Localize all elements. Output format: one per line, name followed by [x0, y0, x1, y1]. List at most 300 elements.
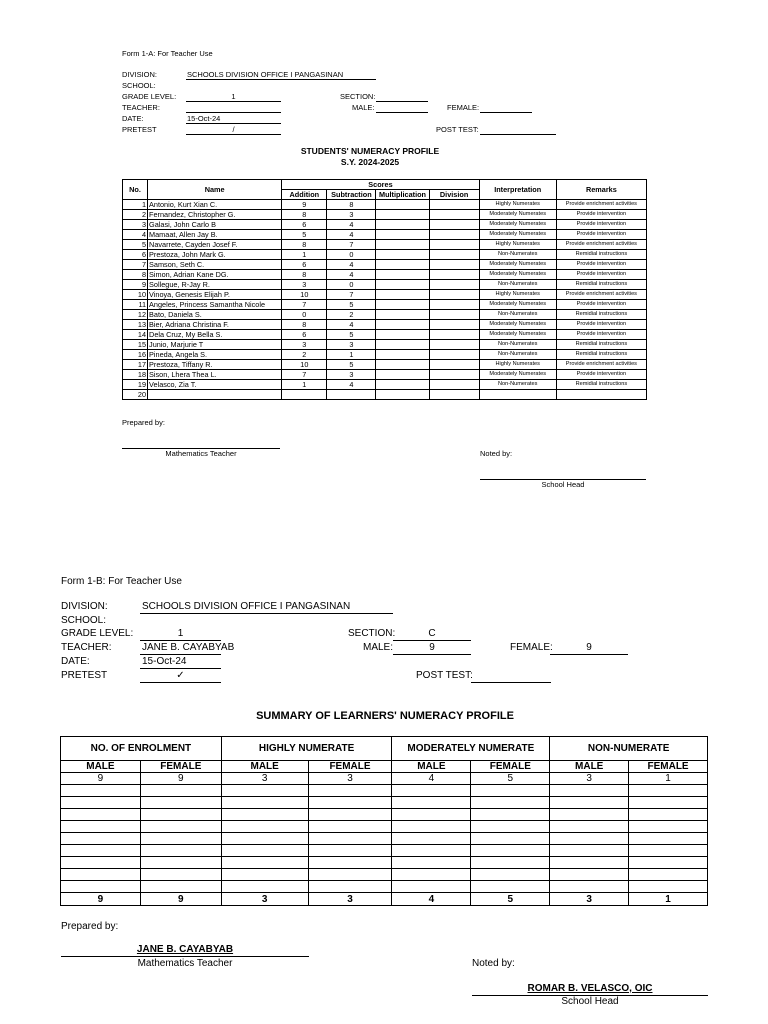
summary-group-header: HIGHLY NUMERATE	[221, 737, 392, 761]
row-multiplication	[376, 260, 429, 270]
summary-cell	[308, 869, 392, 881]
summary-cell	[629, 881, 708, 893]
summary-cell	[550, 869, 629, 881]
form-a-prepared-by: Prepared by:	[122, 418, 165, 427]
summary-cell	[471, 869, 550, 881]
form-b-pretest-label: PRETEST	[61, 670, 108, 681]
row-remarks: Provide enrichment activities	[556, 200, 646, 210]
table-row	[123, 310, 647, 320]
summary-cell	[61, 833, 141, 845]
table-row	[61, 845, 708, 857]
table-row	[123, 340, 647, 350]
row-no: 14	[123, 330, 148, 340]
row-interpretation: Highly Numerates	[479, 360, 556, 370]
row-division	[429, 270, 479, 280]
summary-sub-header: FEMALE	[471, 761, 550, 773]
row-multiplication	[376, 370, 429, 380]
row-interpretation: Moderately Numerates	[479, 210, 556, 220]
row-interpretation: Moderately Numerates	[479, 300, 556, 310]
row-multiplication	[376, 360, 429, 370]
form-b-noted-by: Noted by:	[472, 958, 515, 969]
summary-cell: 4	[392, 773, 471, 785]
row-name: Angeles, Princess Samantha Nicole	[148, 300, 282, 310]
table-row	[123, 320, 647, 330]
col-remarks: Remarks	[556, 180, 646, 200]
row-no: 8	[123, 270, 148, 280]
form-a-head-role: School Head	[541, 480, 585, 489]
summary-cell	[550, 881, 629, 893]
form-b-female-label: FEMALE:	[510, 642, 553, 653]
table-row	[123, 200, 647, 210]
row-subtraction: 3	[327, 370, 376, 380]
summary-cell	[308, 785, 392, 797]
summary-cell	[221, 845, 308, 857]
summary-cell	[629, 821, 708, 833]
row-name: Navarrete, Cayden Josef F.	[148, 240, 282, 250]
summary-sub-header: MALE	[550, 761, 629, 773]
row-remarks: Provide enrichment activities	[556, 360, 646, 370]
form-b-section-value: C	[428, 628, 436, 639]
row-addition: 5	[282, 230, 327, 240]
summary-total-row	[61, 893, 708, 906]
row-interpretation: Moderately Numerates	[479, 220, 556, 230]
form-a-division-value: SCHOOLS DIVISION OFFICE I PANGASINAN	[187, 70, 344, 79]
form-a-grade-label: GRADE LEVEL:	[122, 92, 177, 101]
table-row	[123, 240, 647, 250]
summary-cell	[61, 845, 141, 857]
table-row	[123, 250, 647, 260]
row-remarks: Provide enrichment activities	[556, 290, 646, 300]
row-subtraction: 7	[327, 290, 376, 300]
summary-cell	[61, 821, 141, 833]
summary-cell: 9	[140, 773, 221, 785]
summary-sub-header: FEMALE	[140, 761, 221, 773]
row-subtraction	[327, 390, 376, 400]
form-a-school-label: SCHOOL:	[122, 81, 156, 90]
row-addition: 6	[282, 330, 327, 340]
summary-cell	[308, 809, 392, 821]
summary-cell	[629, 869, 708, 881]
row-division	[429, 210, 479, 220]
summary-cell: 9	[61, 893, 141, 906]
table-row	[61, 857, 708, 869]
summary-cell	[550, 857, 629, 869]
row-remarks: Provide intervention	[556, 230, 646, 240]
form-b-school-label: SCHOOL:	[61, 615, 107, 626]
table-row	[123, 390, 647, 400]
row-multiplication	[376, 240, 429, 250]
form-b-teacher-value: JANE B. CAYABYAB	[142, 642, 235, 653]
row-multiplication	[376, 250, 429, 260]
summary-cell	[140, 809, 221, 821]
table-row	[123, 380, 647, 390]
row-interpretation: Non-Numerates	[479, 340, 556, 350]
summary-cell	[221, 833, 308, 845]
summary-cell	[221, 869, 308, 881]
form-b-prepared-by: Prepared by:	[61, 921, 119, 932]
row-no: 3	[123, 220, 148, 230]
row-subtraction: 0	[327, 280, 376, 290]
row-subtraction: 4	[327, 270, 376, 280]
row-name: Sison, Lhera Thea L.	[148, 370, 282, 380]
table-row	[123, 220, 647, 230]
row-multiplication	[376, 290, 429, 300]
row-interpretation: Non-Numerates	[479, 310, 556, 320]
table-row	[61, 809, 708, 821]
row-division	[429, 370, 479, 380]
summary-group-header: NON-NUMERATE	[550, 737, 708, 761]
summary-cell	[550, 809, 629, 821]
row-name: Junio, Marjurie T	[148, 340, 282, 350]
summary-cell	[140, 833, 221, 845]
summary-cell	[392, 845, 471, 857]
row-no: 6	[123, 250, 148, 260]
row-no: 20	[123, 390, 148, 400]
table-row	[123, 260, 647, 270]
summary-group-header: MODERATELY NUMERATE	[392, 737, 550, 761]
table-row	[61, 797, 708, 809]
row-name: Prestoza, Tiffany R.	[148, 360, 282, 370]
table-row	[123, 270, 647, 280]
summary-cell	[308, 857, 392, 869]
row-subtraction: 4	[327, 220, 376, 230]
row-interpretation: Highly Numerates	[479, 240, 556, 250]
row-addition	[282, 390, 327, 400]
summary-cell: 1	[629, 893, 708, 906]
row-subtraction: 4	[327, 380, 376, 390]
form-b-male-value: 9	[429, 642, 435, 653]
row-name: Pineda, Angela S.	[148, 350, 282, 360]
row-multiplication	[376, 220, 429, 230]
row-remarks: Provide enrichment activities	[556, 240, 646, 250]
row-addition: 9	[282, 200, 327, 210]
row-no: 19	[123, 380, 148, 390]
row-name	[148, 390, 282, 400]
summary-cell	[392, 821, 471, 833]
row-division	[429, 240, 479, 250]
col-interpretation: Interpretation	[479, 180, 556, 200]
row-addition: 8	[282, 240, 327, 250]
row-subtraction: 5	[327, 330, 376, 340]
summary-cell: 9	[61, 773, 141, 785]
row-remarks: Provide intervention	[556, 270, 646, 280]
row-no: 10	[123, 290, 148, 300]
row-addition: 8	[282, 270, 327, 280]
col-subtraction: Subtraction	[327, 190, 376, 200]
row-no: 9	[123, 280, 148, 290]
summary-cell	[140, 857, 221, 869]
row-interpretation: Non-Numerates	[479, 250, 556, 260]
row-no: 15	[123, 340, 148, 350]
row-subtraction: 5	[327, 300, 376, 310]
summary-cell	[221, 797, 308, 809]
summary-cell: 5	[471, 773, 550, 785]
row-remarks: Provide intervention	[556, 370, 646, 380]
form-b-teacher-label: TEACHER:	[61, 642, 112, 653]
row-no: 17	[123, 360, 148, 370]
form-a-grade-value: 1	[231, 92, 236, 101]
summary-cell	[471, 821, 550, 833]
row-name: Galasi, John Carlo B	[148, 220, 282, 230]
summary-cell	[221, 785, 308, 797]
row-name: Vinoya, Genesis Elijah P.	[148, 290, 282, 300]
summary-cell	[392, 833, 471, 845]
col-name: Name	[148, 180, 282, 200]
summary-cell	[629, 833, 708, 845]
row-name: Bato, Daniela S.	[148, 310, 282, 320]
form-b-head-role: School Head	[561, 996, 619, 1007]
summary-cell	[308, 821, 392, 833]
row-multiplication	[376, 200, 429, 210]
form-a-date-value: 15-Oct-24	[187, 114, 221, 123]
row-division	[429, 290, 479, 300]
table-row	[61, 821, 708, 833]
row-no: 18	[123, 370, 148, 380]
form-b-date-label: DATE:	[61, 656, 90, 667]
row-addition: 10	[282, 290, 327, 300]
summary-sub-header: MALE	[221, 761, 308, 773]
summary-cell	[471, 797, 550, 809]
summary-cell	[550, 785, 629, 797]
row-interpretation: Moderately Numerates	[479, 370, 556, 380]
form-b-head-name: ROMAR B. VELASCO, OIC	[527, 983, 653, 994]
row-interpretation: Moderately Numerates	[479, 320, 556, 330]
row-addition: 7	[282, 370, 327, 380]
summary-cell	[392, 797, 471, 809]
row-multiplication	[376, 330, 429, 340]
form-a-school-year: S.Y. 2024-2025	[340, 157, 400, 167]
summary-cell	[471, 809, 550, 821]
summary-cell	[140, 845, 221, 857]
row-remarks: Provide intervention	[556, 210, 646, 220]
row-addition: 8	[282, 210, 327, 220]
summary-cell	[550, 845, 629, 857]
summary-cell	[221, 821, 308, 833]
summary-cell	[140, 785, 221, 797]
summary-cell	[629, 785, 708, 797]
row-multiplication	[376, 320, 429, 330]
form-a-teacher-role: Mathematics Teacher	[165, 449, 237, 458]
form-b-teacher-role: Mathematics Teacher	[137, 958, 233, 969]
form-a-teacher-label: TEACHER:	[122, 103, 160, 112]
row-remarks: Remidial instructions	[556, 350, 646, 360]
summary-cell	[471, 845, 550, 857]
summary-cell	[392, 785, 471, 797]
form-a-posttest-label: POST TEST:	[436, 125, 479, 134]
form-a-division-label: DIVISION:	[122, 70, 158, 79]
form-a-pretest-value: /	[232, 125, 235, 134]
summary-cell	[392, 809, 471, 821]
row-addition: 3	[282, 340, 327, 350]
row-addition: 0	[282, 310, 327, 320]
row-remarks: Provide intervention	[556, 220, 646, 230]
col-addition: Addition	[282, 190, 327, 200]
row-multiplication	[376, 300, 429, 310]
summary-cell	[550, 797, 629, 809]
row-remarks	[556, 390, 646, 400]
row-multiplication	[376, 380, 429, 390]
form-b-posttest-label: POST TEST:	[416, 670, 473, 681]
row-no: 16	[123, 350, 148, 360]
summary-cell	[392, 869, 471, 881]
row-subtraction: 8	[327, 200, 376, 210]
form-b-date-value: 15-Oct-24	[142, 656, 187, 667]
form-b-grade-value: 1	[177, 628, 184, 639]
summary-sub-header: FEMALE	[308, 761, 392, 773]
table-row	[61, 881, 708, 893]
table-row	[61, 773, 708, 785]
form-b-division-value: SCHOOLS DIVISION OFFICE I PANGASINAN	[142, 601, 351, 612]
row-multiplication	[376, 280, 429, 290]
row-division	[429, 320, 479, 330]
row-no: 7	[123, 260, 148, 270]
row-subtraction: 7	[327, 240, 376, 250]
row-no: 11	[123, 300, 148, 310]
row-division	[429, 350, 479, 360]
row-remarks: Remidial instructions	[556, 280, 646, 290]
summary-cell	[308, 833, 392, 845]
form-b-female-value: 9	[586, 642, 592, 653]
row-subtraction: 4	[327, 320, 376, 330]
row-interpretation: Moderately Numerates	[479, 260, 556, 270]
row-interpretation: Moderately Numerates	[479, 270, 556, 280]
form-b-male-label: MALE:	[363, 642, 394, 653]
form-a-date-label: DATE:	[122, 114, 144, 123]
form-a-male-label: MALE:	[352, 103, 375, 112]
summary-cell	[140, 881, 221, 893]
table-row	[61, 785, 708, 797]
summary-cell	[471, 881, 550, 893]
summary-cell	[550, 833, 629, 845]
form-a-pretest-label: PRETEST	[122, 125, 157, 134]
table-row	[123, 350, 647, 360]
row-addition: 6	[282, 260, 327, 270]
row-subtraction: 3	[327, 210, 376, 220]
summary-cell	[61, 881, 141, 893]
row-name: Prestoza, John Mark G.	[148, 250, 282, 260]
summary-cell	[221, 809, 308, 821]
row-interpretation	[479, 390, 556, 400]
row-multiplication	[376, 270, 429, 280]
row-remarks: Provide intervention	[556, 320, 646, 330]
summary-cell	[471, 857, 550, 869]
row-remarks: Remidial instructions	[556, 340, 646, 350]
row-subtraction: 2	[327, 310, 376, 320]
summary-cell	[61, 797, 141, 809]
table-row	[123, 300, 647, 310]
row-no: 13	[123, 320, 148, 330]
row-no: 5	[123, 240, 148, 250]
form-b-section-label: SECTION:	[348, 628, 396, 639]
row-name: Antonio, Kurt Xian C.	[148, 200, 282, 210]
row-division	[429, 390, 479, 400]
summary-cell	[61, 809, 141, 821]
row-subtraction: 4	[327, 230, 376, 240]
row-division	[429, 220, 479, 230]
row-division	[429, 230, 479, 240]
summary-cell: 3	[550, 893, 629, 906]
row-name: Fernandez, Christopher G.	[148, 210, 282, 220]
row-subtraction: 4	[327, 260, 376, 270]
form-a-label: Form 1-A: For Teacher Use	[122, 49, 213, 58]
row-name: Mamaat, Allen Jay B.	[148, 230, 282, 240]
row-no: 12	[123, 310, 148, 320]
summary-cell	[392, 857, 471, 869]
table-row	[61, 833, 708, 845]
summary-cell	[61, 869, 141, 881]
table-row	[123, 230, 647, 240]
summary-cell: 5	[471, 893, 550, 906]
row-remarks: Provide intervention	[556, 330, 646, 340]
summary-cell	[308, 845, 392, 857]
summary-table	[60, 736, 708, 906]
col-multiplication: Multiplication	[376, 190, 429, 200]
row-division	[429, 310, 479, 320]
row-remarks: Provide intervention	[556, 260, 646, 270]
summary-cell	[221, 857, 308, 869]
summary-cell	[140, 797, 221, 809]
form-b-teacher-name: JANE B. CAYABYAB	[136, 944, 234, 955]
summary-cell	[471, 785, 550, 797]
summary-cell	[140, 869, 221, 881]
row-interpretation: Highly Numerates	[479, 200, 556, 210]
form-b-division-label: DIVISION:	[61, 601, 108, 612]
summary-cell	[629, 845, 708, 857]
row-division	[429, 250, 479, 260]
row-addition: 6	[282, 220, 327, 230]
summary-cell: 1	[629, 773, 708, 785]
row-multiplication	[376, 390, 429, 400]
summary-cell	[629, 809, 708, 821]
summary-sub-header: MALE	[392, 761, 471, 773]
table-row	[123, 280, 647, 290]
summary-cell	[221, 881, 308, 893]
summary-cell: 3	[221, 773, 308, 785]
form-b-title: SUMMARY OF LEARNERS' NUMERACY PROFILE	[256, 710, 514, 722]
form-a-female-label: FEMALE:	[447, 103, 480, 112]
row-division	[429, 300, 479, 310]
row-interpretation: Non-Numerates	[479, 350, 556, 360]
row-multiplication	[376, 210, 429, 220]
row-name: Velasco, Zia T.	[148, 380, 282, 390]
summary-cell	[308, 881, 392, 893]
summary-cell: 3	[308, 893, 392, 906]
row-addition: 3	[282, 280, 327, 290]
summary-cell	[308, 797, 392, 809]
table-row	[123, 210, 647, 220]
summary-cell	[61, 785, 141, 797]
summary-cell: 9	[140, 893, 221, 906]
row-subtraction: 1	[327, 350, 376, 360]
row-no: 1	[123, 200, 148, 210]
summary-group-header: NO. OF ENROLMENT	[61, 737, 222, 761]
table-row	[123, 290, 647, 300]
summary-sub-header: FEMALE	[629, 761, 708, 773]
row-remarks: Provide intervention	[556, 300, 646, 310]
row-addition: 2	[282, 350, 327, 360]
row-multiplication	[376, 230, 429, 240]
row-division	[429, 360, 479, 370]
row-interpretation: Non-Numerates	[479, 380, 556, 390]
table-row	[61, 869, 708, 881]
row-name: Simon, Adrian Kane DG.	[148, 270, 282, 280]
row-division	[429, 330, 479, 340]
summary-sub-header: MALE	[61, 761, 141, 773]
row-name: Bier, Adriana Christina F.	[148, 320, 282, 330]
row-division	[429, 260, 479, 270]
summary-cell: 3	[550, 773, 629, 785]
row-multiplication	[376, 350, 429, 360]
